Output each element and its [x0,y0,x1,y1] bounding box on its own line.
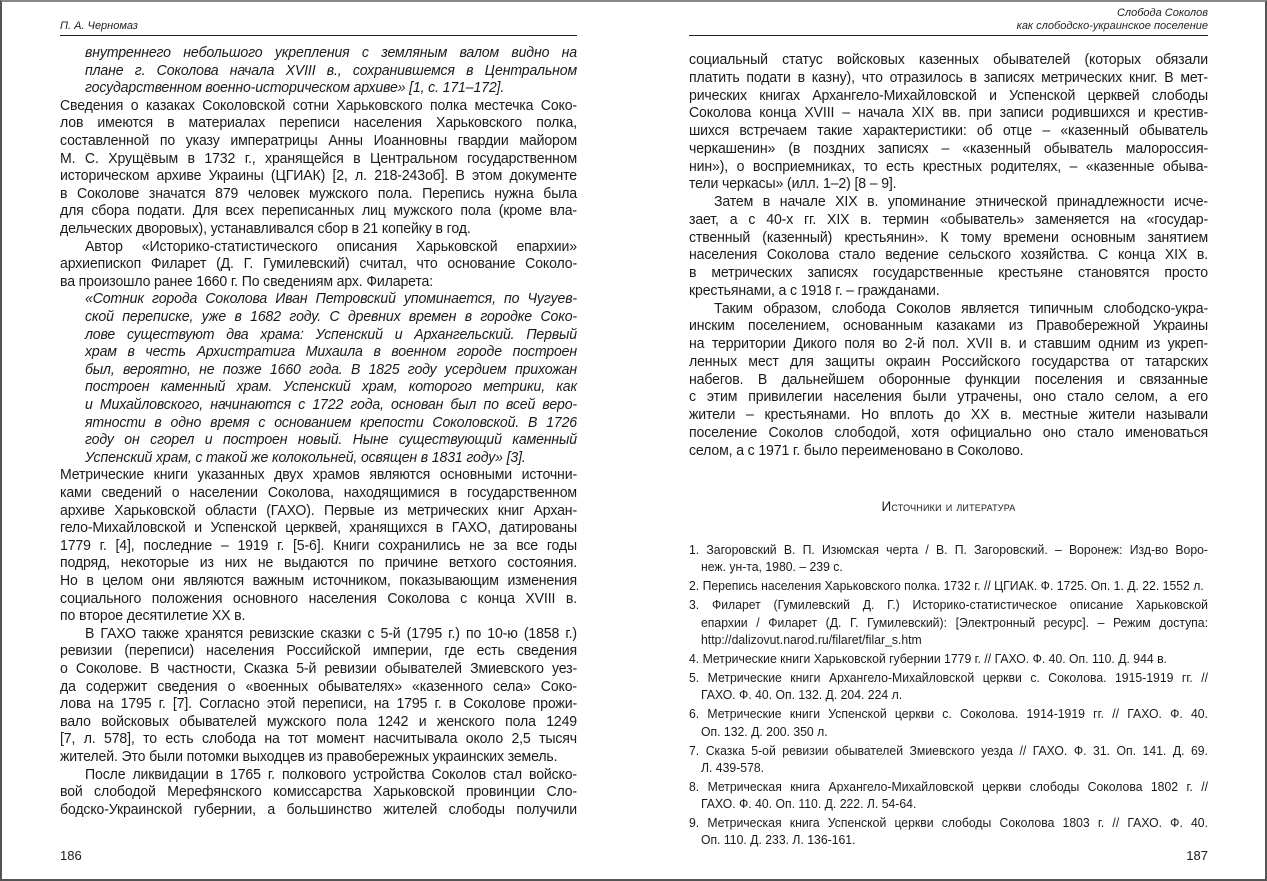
page-number: 186 [60,848,82,863]
source-line: ГАХО. Ф. 40. Оп. 132. Д. 204. 224 л. [701,687,903,703]
text-line: ятности в одно время с основанием крепости Соколовской. В 1726 [85,413,577,431]
text-line: ва произошло ранее 1660 г. По сведениям арх. Филарета: [60,272,434,290]
text-line: жителей. Это были потомки выходцев из правобережных украинских земель. [60,748,558,765]
text-line: бодско-Украинской губернии, а большинство жителей слободы получили [60,800,577,818]
text-line: селом, а с 1971 г. было переименовано в Соколово. [689,441,1024,459]
text-line: М. С. Хрущёвым в 1732 г., хранящейся в Центральном государственном [60,149,577,167]
text-line: архиепископ Филарет (Д. Г. Гумилевский) считал, что основание Соколо- [60,255,577,273]
source-line: 7. Сказка 5-ой ревизии обывателей Змиевского уезда // ГАХО. Ф. 31. Оп. 141. Д. 69. [689,742,1208,758]
text-line: Автор «Историко-статистического описания Харьковской епархии» [85,237,577,255]
text-line: Соколова конца XVIII – начала XIX вв. при записи родившихся и крестив- [689,104,1208,122]
text-line: составленной по указу императрицы Анны Иоанновны гвардии майором [60,132,577,149]
source-line: 9. Метрическая книга Успенской церкви слободы Соколова 1803 г. // ГАХО. Ф. 40. [689,815,1208,831]
text-line: инским поселением, основанным казаками из Правобережной Украины [689,317,1208,335]
text-line: ленных мест для защиты окраин Российского государства от татарских [689,352,1208,370]
text-line: [7, л. 578], то есть слобода на тот момент насчитывала около 2,5 тысяч [60,730,577,748]
text-line: по второе десятилетие XX в. [60,607,246,625]
source-line: 6. Метрические книги Успенской церкви с. Соколова. 1914-1919 гг. // ГАХО. Ф. 40. [689,706,1208,722]
text-line: лов имеются в материалах переписи населения Харьковского полка, [60,114,577,132]
text-line: социальный статус войсковых казенных обывателей (которых обязали [689,51,1208,68]
text-line: шихся встречаем такие характеристики: об отце – «казенный обыватель [689,122,1208,139]
text-line: зает, а с 40-х гг. XIX в. термин «обыватель» заменяется на «государ- [689,210,1208,228]
text-line: построен каменный храм. Успенский храм, которого метрики, как [85,378,577,396]
source-line: епархии / Филарет (Д. Г. Гумилевский): [Электронный ресурс]. – Режим доступа: [701,614,1208,630]
text-line: в Соколове значатся 879 человек мужского пола. Перепись нужна была [60,184,577,202]
text-line: Метрические книги указанных двух храмов являются основными источни- [60,466,577,484]
text-line: ственный (казенный) крестьянин». К тому времени основным занятием [689,228,1208,246]
source-line: Л. 439-578. [701,759,765,775]
text-line: платить подати в казну), что отразилось в записях метрических книг. В мет- [689,68,1208,86]
text-line: и Михайловского, начинаются с 1722 года, основан был по всей веро- [85,396,577,413]
text-line: внутреннего небольшого укрепления с земляным валом видно на [85,44,577,61]
text-line: году он сгорел и построен новый. Ныне существующий каменный [85,431,577,449]
text-line: В ГАХО также хранятся ревизские сказки с 5-й (1795 г.) по 10-ю (1858 г.) [85,624,577,642]
source-line: 2. Перепись населения Харьковского полка. 1732 г. // ЦГИАК. Ф. 1725. Оп. 1. Д. 22. 1552 л. [689,578,1204,594]
text-line: 1779 г. [4], последние – 1919 г. [5-6]. Книги сохранились не за все годы [60,536,577,554]
running-head-author: П. А. Черномаз [60,20,138,32]
sources-heading: Источники и литература [881,499,1016,514]
text-line: Но в целом они являются важным источником, показывающим изменения [60,572,577,589]
text-line: с этим привилегии населения были утрачены, оно стало селом, а его [689,388,1208,406]
text-line: плане г. Соколова начала XVIII в., сохранившемся в Центральном [85,61,577,79]
text-line: крестьянами, а с 1918 г. – гражданами. [689,281,940,299]
running-head-title [1017,7,1208,32]
text-line: да содержит сведения о «военных обывателях» «казенного села» Соко- [60,677,577,695]
text-line: рических книгах Архангело-Михайловской и Успенской церквей слободы [689,86,1208,104]
text-line: «Сотник города Соколова Иван Петровский упоминается, по Чугуев- [85,290,577,308]
source-line: 8. Метрическая книга Архангело-Михайловской церкви слободы Соколова 1802 г. // [689,778,1208,794]
text-line: поселение Соколов слободой, хотя официально оно стало именоваться [689,423,1208,441]
text-line: подряд, некоторые из них не выдаются по причине ветхого состояния. [60,554,577,572]
text-line: на территории Дикого поля во 2-й пол. XVII в. и ставшим одним из укреп- [689,335,1208,352]
left-page [0,0,633,881]
text-line: для сбора подати. Для всех переписанных лиц мужского пола (кроме вла- [60,202,577,220]
text-line: социального положения основного населения Соколова с конца XVIII в. [60,589,577,607]
text-line: государственном военно-историческом архиве» [1, с. 171–172]. [85,79,505,97]
source-line: ГАХО. Ф. 40. Оп. 110. Д. 222. Л. 54-64. [701,796,917,812]
source-line[interactable]: http://dalizovut.narod.ru/filaret/filar_s.htm [701,631,922,647]
text-line: лове существуют два храма: Успенский и Архангельский. Первый [85,325,577,343]
text-line: вало войсковых обывателей мужского пола 1242 и женского пола 1249 [60,712,577,730]
page-number: 187 [1186,848,1208,863]
header-rule [689,35,1208,36]
text-line: в метрических записях государственные крестьяне становятся просто [689,264,1208,281]
text-line: черкашенин» (в поздних записях – «казенный обыватель малороссия- [689,139,1208,157]
running-head-line: как слободско-украинское поселение [1016,19,1208,32]
text-line: гело-Михайловской и Успенской церквей, хранящихся в ГАХО, датированы [60,519,577,537]
text-line: ской переписке, уже в 1682 году. С древних времен в городке Соко- [85,308,577,325]
source-line: 1. Загоровский В. П. Изюмская черта / В. П. Загоровский. – Воронеж: Изд-во Воро- [689,542,1208,557]
text-line: После ликвидации в 1765 г. полкового устройства Соколов стал войско- [85,765,577,783]
text-line: был, вероятно, не позже 1660 года. В 1825 году усердием прихожан [85,360,577,378]
header-rule [60,35,577,36]
text-line: ками сведений о населении Соколова, находящимися в государственном [60,484,577,501]
text-line: Таким образом, слобода Соколов является типичным слободско-укра- [714,299,1208,317]
text-line: населения Соколова стало ведение сельского хозяйства. С конца XIX в. [689,246,1208,264]
text-line: дельческих дворовых), устанавливался сбор в 21 копейку в год. [60,220,471,237]
source-line: неж. ун-та, 1980. – 239 с. [701,559,843,575]
text-line: набегов. В дальнейшем оборонные функции поселения и связанные [689,370,1208,388]
source-line: Оп. 132. Д. 200. 350 л. [701,723,828,739]
text-line: Затем в начале XIX в. упоминание этнической принадлежности исче- [714,193,1208,210]
text-line: тели черкасы» (илл. 1–2) [8 – 9]. [689,175,897,193]
text-line: ревизии (переписи) населения Российской империи, где есть сведения [60,642,577,660]
text-line: историческом архиве Украины (ЦГИАК) [2, л. 218-243об]. В этом документе [60,167,577,185]
text-line: храм в честь Архистратига Михаила в военном городе построен [85,343,577,361]
text-line: вой слободой Мерефянского комиссарства Харьковской провинции Сло- [60,783,577,801]
text-line: лова на 1795 г. [7]. Согласно этой переписи, на 1795 г. в Соколове прожи- [60,695,577,713]
text-line: жители – крестьянами. Но вплоть до XX в. местные жители называли [689,406,1208,423]
text-line: о Соколове. В частности, Сказка 5-й ревизии обывателей Змиевского уез- [60,660,577,677]
source-line: Оп. 110. Д. 233. Л. 136-161. [701,832,856,848]
text-line: Сведения о казаках Соколовской сотни Харьковского полка местечка Соко- [60,96,577,114]
source-line: 4. Метрические книги Харьковской губернии 1779 г. // ГАХО. Ф. 40. Оп. 110. Д. 944 в. [689,650,1167,666]
source-line: 3. Филарет (Гумилевский Д. Г.) Историко-статистическое описание Харьковской [689,597,1208,613]
source-line: 5. Метрические книги Архангело-Михайловской церкви с. Соколова. 1915-1919 гг. // [689,670,1208,685]
text-line: Успенский храм, с такой же колокольней, освящен в 1831 году» [3]. [85,448,526,466]
text-line: нин»), о восприемниках, то есть крестных родителях, – «казенные обыва- [689,157,1208,175]
right-page [633,0,1267,881]
running-head-line: Слобода Соколов [1116,7,1208,19]
text-line: архиве Харьковской области (ГАХО). Первые из метрических книг Архан- [60,501,577,519]
